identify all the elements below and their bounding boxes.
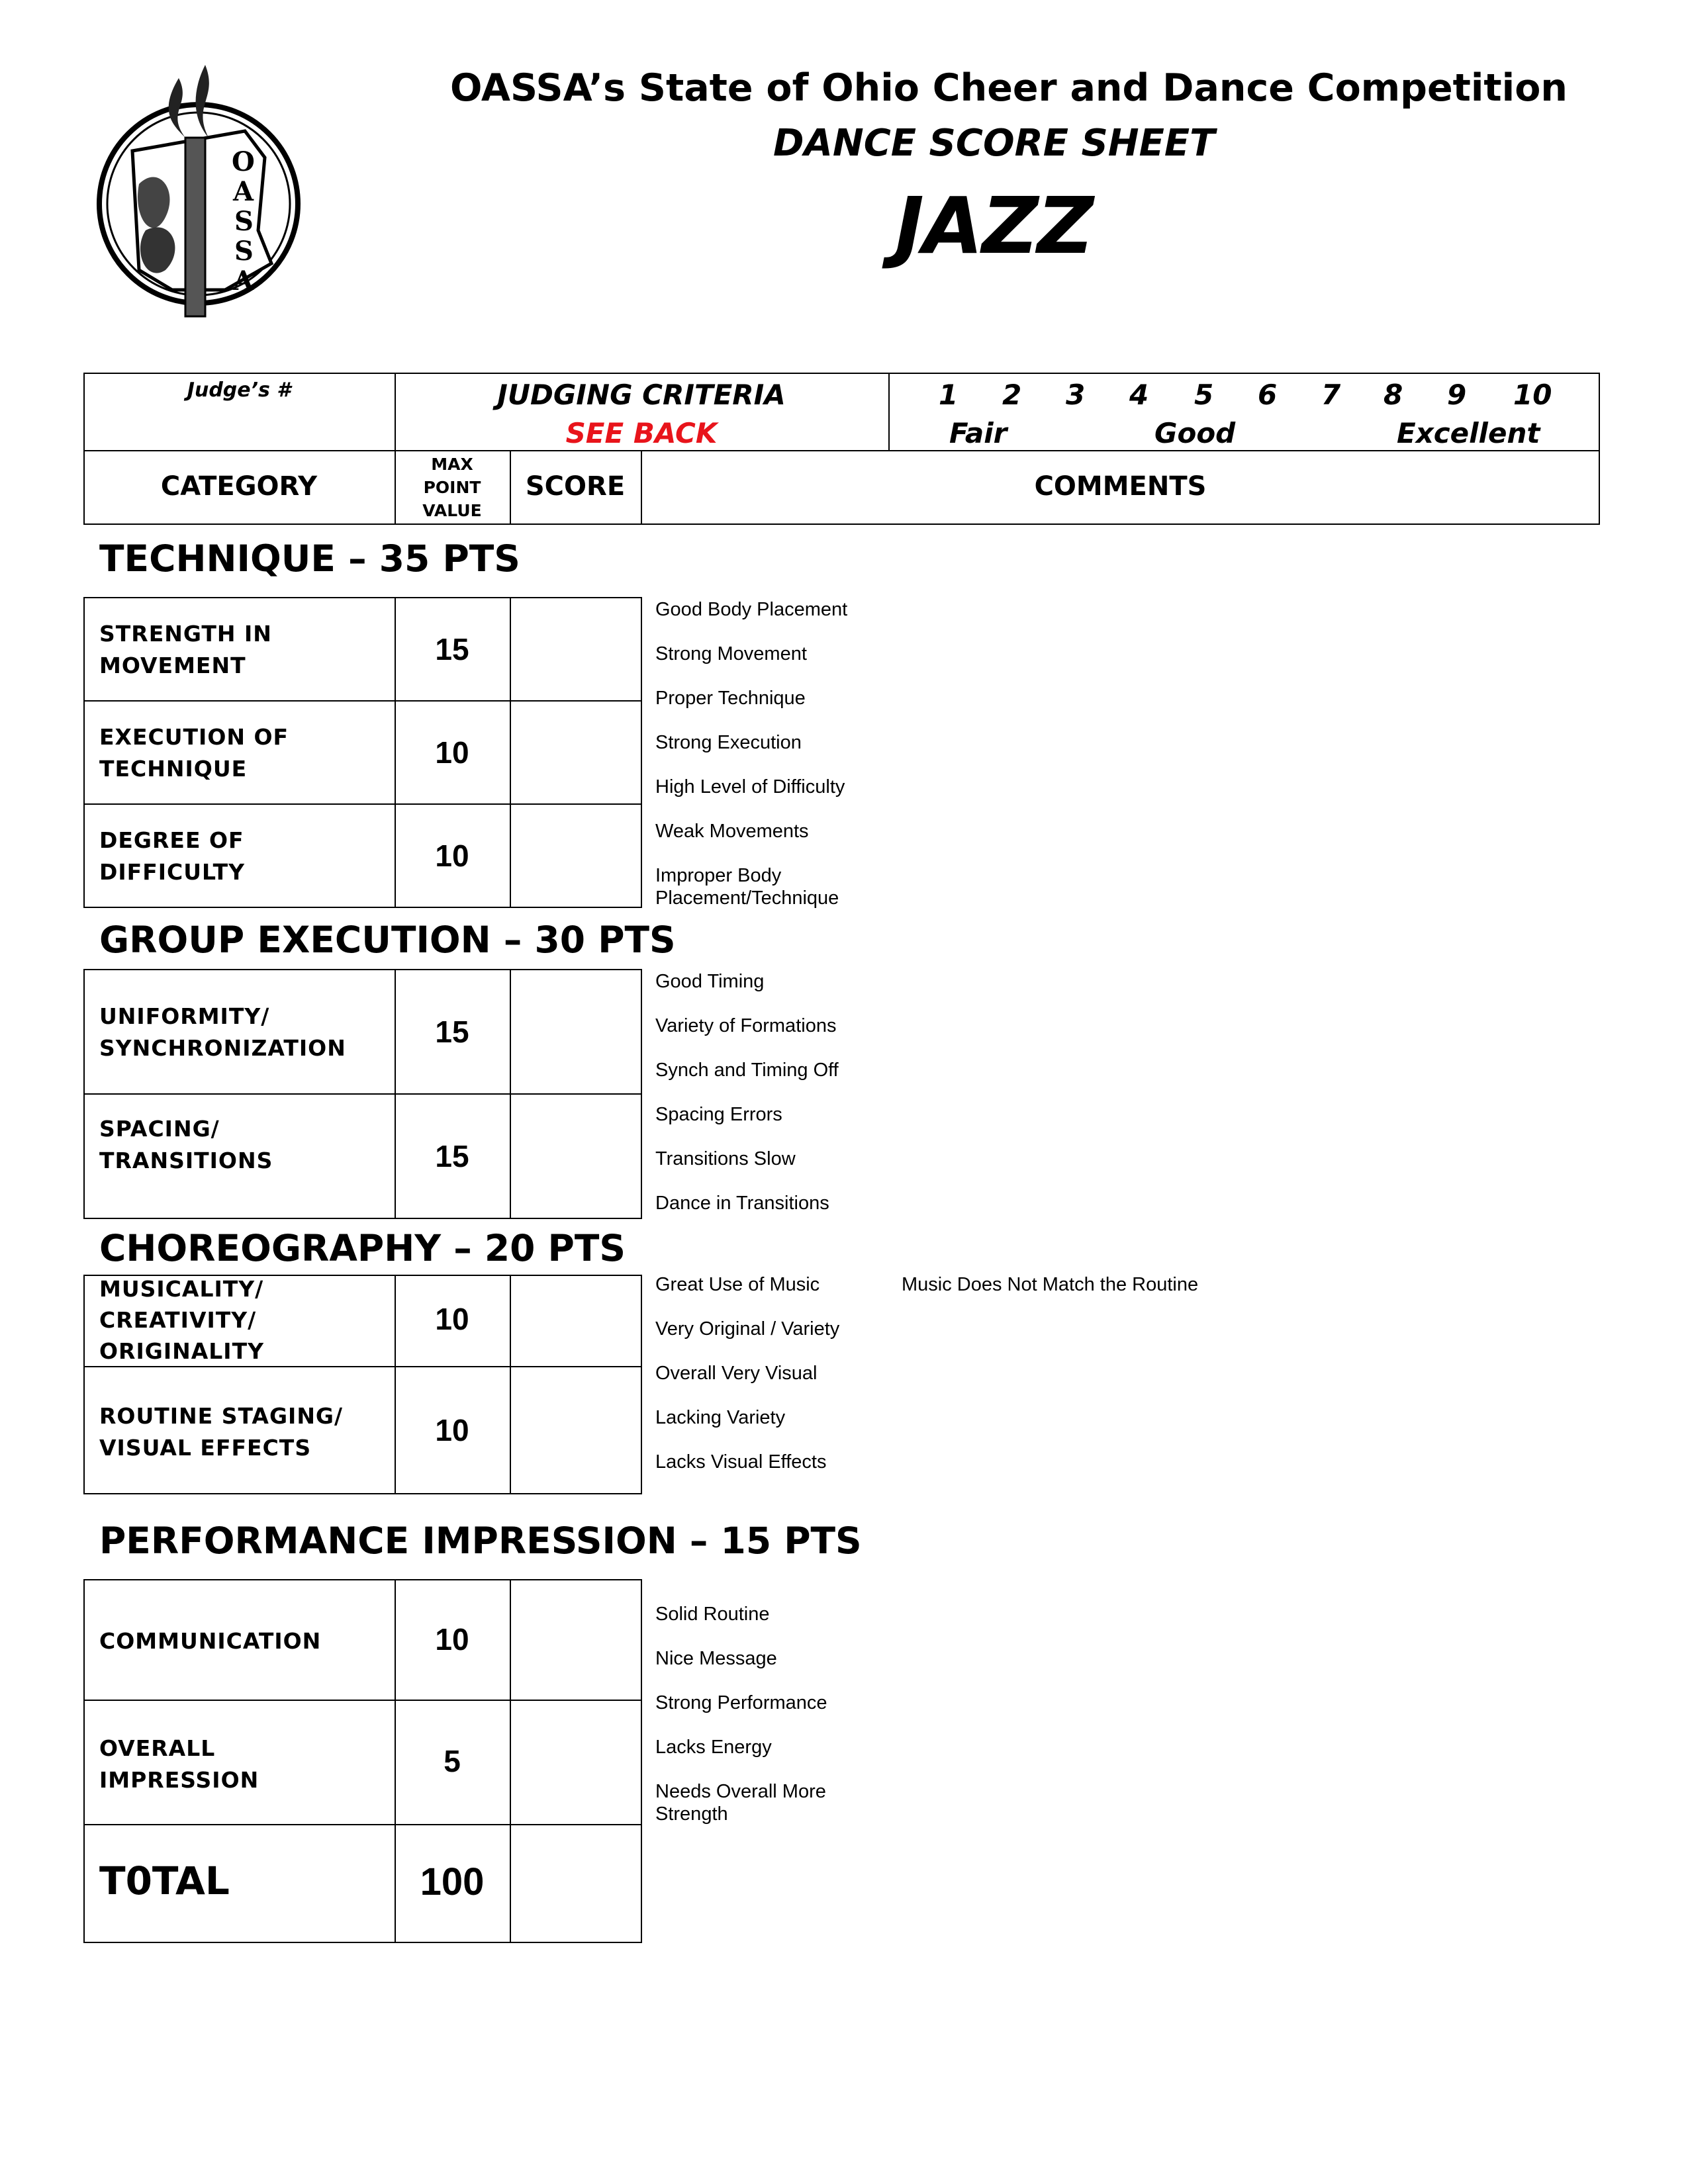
row-label-degree-of-difficulty: DEGREE OF DIFFICULTY — [99, 827, 246, 885]
see-back-label: SEE BACK — [565, 417, 718, 449]
max-value-strength: 15 — [435, 632, 469, 666]
score-cell-staging[interactable] — [511, 1367, 641, 1493]
comment-placement-technique: Placement/Technique — [655, 887, 839, 909]
section-title-technique: TECHNIQUE – 35 PTS — [99, 537, 520, 580]
judge-number-label: Judge’s # — [187, 379, 291, 402]
comment-improper-body: Improper Body — [655, 865, 782, 886]
scale-4: 4 — [1129, 379, 1149, 411]
score-cell-strength[interactable] — [511, 598, 641, 699]
comment-lacking-variety: Lacking Variety — [655, 1407, 786, 1428]
scale-9: 9 — [1447, 379, 1467, 411]
scale-2: 2 — [1002, 379, 1022, 411]
comment-high-level-difficulty: High Level of Difficulty — [655, 776, 845, 797]
scale-8: 8 — [1383, 379, 1403, 411]
score-cell-total[interactable] — [511, 1825, 641, 1942]
comment-lacks-energy: Lacks Energy — [655, 1737, 772, 1758]
score-cell-overall-impression[interactable] — [511, 1701, 641, 1823]
comment-nice-message: Nice Message — [655, 1648, 777, 1669]
row-label-overall-impression: OVERALL IMPRESSION — [99, 1735, 259, 1793]
comment-spacing-errors: Spacing Errors — [655, 1104, 782, 1125]
scale-label-excellent: Excellent — [1397, 417, 1540, 449]
svg-text:S: S — [234, 206, 254, 237]
comment-very-original: Very Original / Variety — [655, 1318, 840, 1340]
max-value-execution: 10 — [435, 735, 469, 770]
svg-text:O: O — [232, 146, 255, 177]
comment-great-use-of-music: Great Use of Music — [655, 1274, 820, 1295]
comment-overall-very-visual: Overall Very Visual — [655, 1363, 818, 1384]
max-value-communication: 10 — [435, 1622, 469, 1657]
comment-synch-timing-off: Synch and Timing Off — [655, 1060, 839, 1081]
score-cell-musicality[interactable] — [511, 1276, 641, 1365]
comment-strong-execution: Strong Execution — [655, 732, 802, 753]
max-value-musicality: 10 — [435, 1302, 469, 1336]
max-value-overall-impression: 5 — [444, 1744, 461, 1778]
comment-solid-routine: Solid Routine — [655, 1604, 770, 1625]
comment-good-body-placement: Good Body Placement — [655, 599, 848, 620]
comment-good-timing: Good Timing — [655, 971, 765, 992]
row-label-execution-of-technique: EXECUTION OF TECHNIQUE — [99, 724, 289, 782]
score-header: SCORE — [525, 471, 626, 502]
category-header: CATEGORY — [160, 471, 318, 502]
max-value-spacing: 15 — [435, 1139, 469, 1173]
scale-10: 10 — [1513, 379, 1552, 411]
comment-strength: Strength — [655, 1803, 728, 1825]
oassa-logo — [93, 52, 305, 330]
section-title-choreography: CHOREOGRAPHY – 20 PTS — [99, 1227, 626, 1269]
scale-5: 5 — [1194, 379, 1214, 411]
max-value-uniformity: 15 — [435, 1015, 469, 1049]
scale-3: 3 — [1066, 379, 1086, 411]
score-cell-difficulty[interactable] — [511, 805, 641, 907]
scale-6: 6 — [1258, 379, 1278, 411]
comment-strong-performance: Strong Performance — [655, 1692, 827, 1713]
score-cell-execution[interactable] — [511, 702, 641, 802]
score-cell-communication[interactable] — [511, 1580, 641, 1698]
comment-needs-overall-more: Needs Overall More — [655, 1781, 826, 1802]
comment-music-does-not-match: Music Does Not Match the Routine — [902, 1274, 1199, 1295]
total-label: T0TAL — [99, 1858, 230, 1903]
dance-style-title: JAZZ — [895, 180, 1093, 271]
scale-7: 7 — [1321, 379, 1341, 411]
comment-proper-technique: Proper Technique — [655, 688, 806, 709]
comments-header: COMMENTS — [1034, 471, 1207, 502]
judging-criteria-label: JUDGING CRITERIA — [497, 379, 786, 411]
max-value-staging: 10 — [435, 1413, 469, 1447]
svg-text:A: A — [233, 265, 254, 296]
scale-1: 1 — [939, 379, 959, 411]
score-cell-spacing[interactable] — [511, 1095, 641, 1218]
max-value-difficulty: 10 — [435, 839, 469, 873]
document-subtitle: DANCE SCORE SHEET — [773, 122, 1215, 165]
section-title-group-execution: GROUP EXECUTION – 30 PTS — [99, 919, 676, 961]
score-cell-uniformity[interactable] — [511, 970, 641, 1092]
comment-dance-in-transitions: Dance in Transitions — [655, 1193, 829, 1214]
row-label-routine-staging: ROUTINE STAGING/ VISUAL EFFECTS — [99, 1403, 344, 1461]
scale-label-fair: Fair — [949, 417, 1008, 449]
comment-strong-movement: Strong Movement — [655, 643, 807, 664]
row-label-communication: COMMUNICATION — [99, 1628, 322, 1654]
comment-transitions-slow: Transitions Slow — [655, 1148, 796, 1169]
comment-lacks-visual-effects: Lacks Visual Effects — [655, 1451, 827, 1473]
document-title: OASSA’s State of Ohio Cheer and Dance Competition — [450, 66, 1568, 110]
row-label-uniformity: UNIFORMITY/ SYNCHRONIZATION — [99, 1003, 346, 1061]
row-label-strength-in-movement: STRENGTH IN MOVEMENT — [99, 621, 272, 678]
max-point-value-header: MAX POINT VALUE — [422, 455, 482, 520]
svg-text:S: S — [234, 236, 254, 267]
comment-variety-of-formations: Variety of Formations — [655, 1015, 837, 1036]
svg-text:A: A — [233, 176, 254, 207]
section-title-performance: PERFORMANCE IMPRESSION – 15 PTS — [99, 1520, 862, 1562]
row-label-musicality: MUSICALITY/ CREATIVITY/ ORIGINALITY — [99, 1276, 264, 1364]
row-label-spacing: SPACING/ TRANSITIONS — [99, 1116, 273, 1173]
total-max-value: 100 — [420, 1860, 485, 1903]
scale-label-good: Good — [1154, 417, 1236, 449]
comment-weak-movements: Weak Movements — [655, 821, 809, 842]
